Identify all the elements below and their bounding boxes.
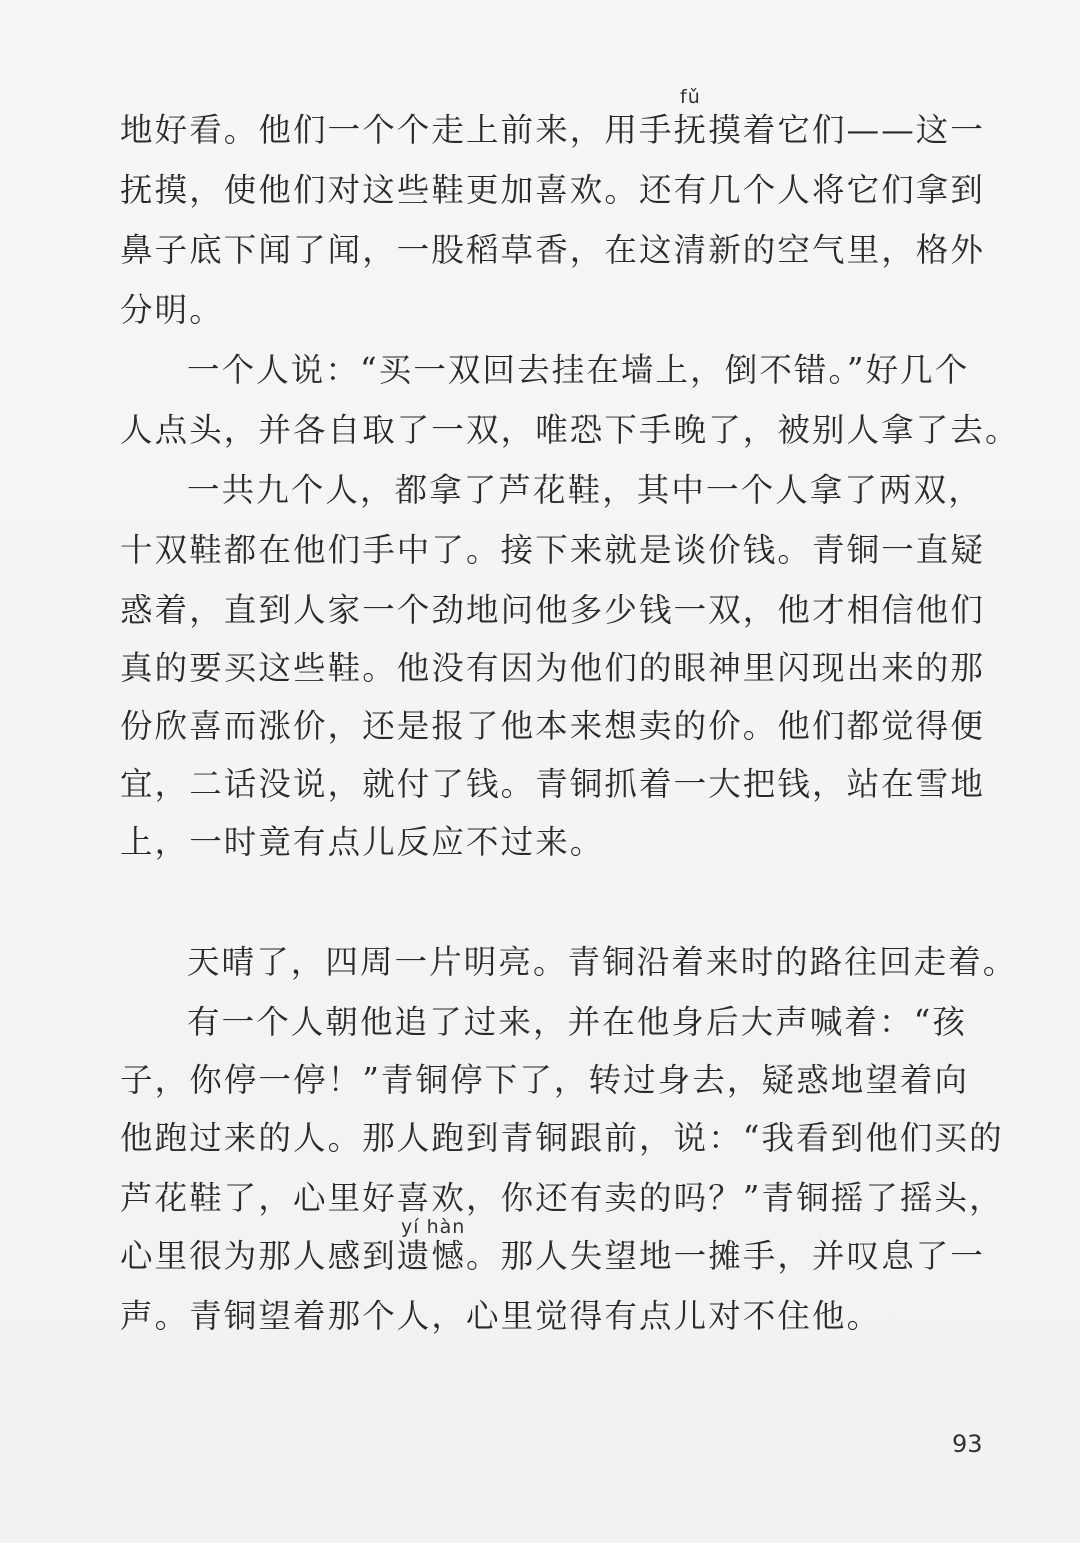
text-line: 份欣喜而涨价，还是报了他本来想卖的价。他们都觉得便 — [120, 707, 986, 745]
text-line: 地好看。他们一个个走上前来，用手抚摸着它们——这一 — [120, 111, 986, 149]
text-line: 心里很为那人感到遗憾。那人失望地一摊手，并叹息了一 — [120, 1237, 986, 1275]
text-line: 上，一时竟有点儿反应不过来。 — [120, 823, 605, 861]
text-line: 分明。 — [120, 291, 224, 329]
text-line: 子，你停一停！”青铜停下了，转过身去，疑惑地望着向 — [120, 1061, 970, 1099]
text-line: 抚摸，使他们对这些鞋更加喜欢。还有几个人将它们拿到 — [120, 171, 986, 209]
text-line: 宜，二话没说，就付了钱。青铜抓着一大把钱，站在雪地 — [120, 765, 986, 803]
text-line: 他跑过来的人。那人跑到青铜跟前，说：“我看到他们买的 — [120, 1119, 1004, 1157]
text-line: 有一个人朝他追了过来，并在他身后大声喊着：“孩 — [187, 1003, 967, 1041]
text-line: 人点头，并各自取了一双，唯恐下手晚了，被别人拿了去。 — [120, 411, 1020, 449]
text-line: 芦花鞋了，心里好喜欢，你还有卖的吗？”青铜摇了摇头， — [120, 1179, 1004, 1217]
text-line: 一共九个人，都拿了芦花鞋，其中一个人拿了两双， — [187, 471, 983, 509]
text-line: 惑着，直到人家一个劲地问他多少钱一双，他才相信他们 — [120, 591, 986, 629]
page-number: 93 — [952, 1430, 983, 1458]
text-line: 十双鞋都在他们手中了。接下来就是谈价钱。青铜一直疑 — [120, 531, 986, 569]
text-line: 天晴了，四周一片明亮。青铜沿着来时的路往回走着。 — [187, 943, 1018, 981]
pinyin-annotation-fu: fǔ — [680, 86, 701, 108]
text-line: 鼻子底下闻了闻，一股稻草香，在这清新的空气里，格外 — [120, 231, 986, 269]
pinyin-annotation-yihan: yí hàn — [401, 1216, 466, 1238]
text-line: 声。青铜望着那个人，心里觉得有点儿对不住他。 — [120, 1297, 882, 1335]
text-line: 一个人说：“买一双回去挂在墙上，倒不错。”好几个 — [187, 351, 970, 389]
text-line: 真的要买这些鞋。他没有因为他们的眼神里闪现出来的那 — [120, 649, 986, 687]
